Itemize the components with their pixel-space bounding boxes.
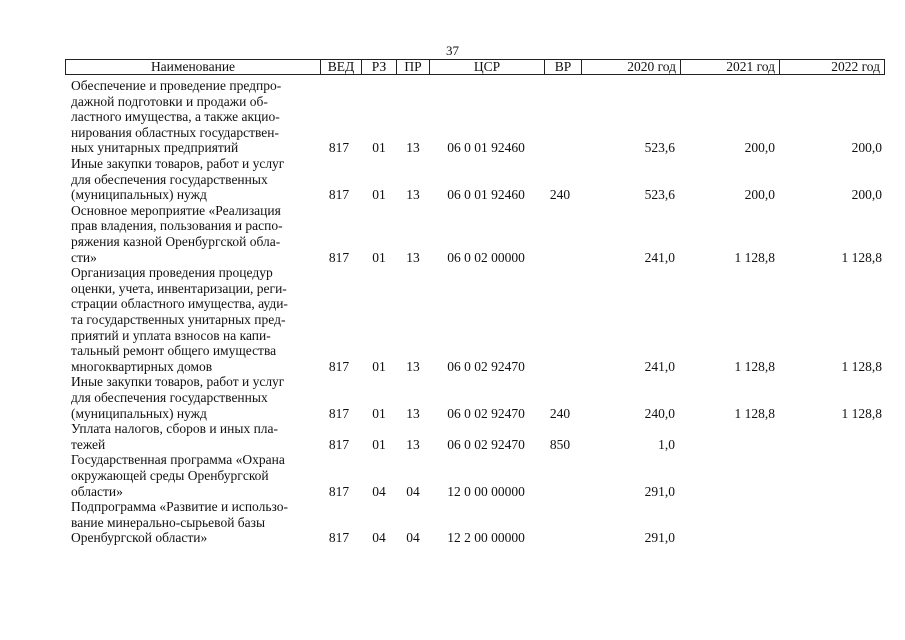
header-2022: 2022 год — [779, 60, 884, 74]
cell-2022: 200,0 — [851, 140, 882, 156]
cell-2021: 200,0 — [744, 187, 775, 203]
cell-2020: 1,0 — [658, 436, 675, 452]
cell-2020: 241,0 — [644, 358, 675, 374]
row-name-line: для обеспечения государственных — [71, 389, 268, 405]
header-name: Наименование — [150, 59, 236, 74]
cell-vr — [541, 530, 579, 546]
cell-2020: 523,6 — [644, 187, 675, 203]
cell-vr — [541, 359, 579, 375]
cell-2022: 200,0 — [851, 187, 882, 203]
cell-2022: 1 128,8 — [841, 405, 882, 421]
cell-rz: 01 — [372, 249, 386, 265]
row-name — [71, 499, 321, 546]
row-name-line: для обеспечения государственных — [71, 171, 268, 187]
table-row — [0, 452, 905, 499]
header-pr: ПР — [396, 60, 429, 74]
cell-csr: 12 0 00 00000 — [447, 483, 525, 499]
row-name-line: окружающей среды Оренбургской — [71, 467, 269, 483]
cell-pr: 13 — [406, 249, 420, 265]
cell-2021 — [680, 437, 775, 453]
header-2021: 2021 год — [680, 60, 779, 74]
cell-ved: 817 — [328, 187, 350, 203]
cell-2022: 1 128,8 — [841, 249, 882, 265]
cell-rz: 04 — [372, 483, 386, 499]
cell-pr: 13 — [406, 358, 420, 374]
table-row — [0, 156, 905, 203]
cell-pr: 13 — [406, 187, 420, 203]
row-name — [71, 265, 321, 374]
table-header — [65, 59, 885, 75]
row-name-line: ластного имущества, а также акцио- — [71, 109, 280, 125]
cell-pr: 13 — [406, 436, 420, 452]
row-name-line: прав владения, пользования и распо- — [71, 218, 283, 234]
cell-2021 — [680, 484, 775, 500]
cell-pr: 13 — [406, 405, 420, 421]
cell-rz: 01 — [372, 436, 386, 452]
header-csr: ЦСР — [429, 60, 544, 74]
row-name-line: оценки, учета, инвентаризации, реги- — [71, 280, 287, 296]
table-row — [0, 265, 905, 374]
cell-2020: 291,0 — [644, 483, 675, 499]
row-name-line: та государственных унитарных пред- — [71, 311, 286, 327]
cell-2022 — [790, 437, 882, 453]
cell-csr: 06 0 02 00000 — [447, 249, 525, 265]
table-row — [0, 78, 905, 156]
cell-rz: 01 — [372, 187, 386, 203]
table-row — [0, 374, 905, 421]
cell-2021 — [680, 530, 775, 546]
header-2020: 2020 год — [581, 60, 680, 74]
cell-csr: 12 2 00 00000 — [447, 530, 525, 546]
cell-rz: 04 — [372, 530, 386, 546]
row-name — [71, 421, 321, 452]
row-name-line: тальный ремонт общего имущества — [71, 343, 277, 359]
cell-2021: 200,0 — [744, 140, 775, 156]
cell-ved: 817 — [328, 530, 350, 546]
cell-2020: 291,0 — [644, 530, 675, 546]
row-name — [71, 452, 321, 499]
row-name-line: (муниципальных) нужд — [71, 405, 207, 421]
cell-rz: 01 — [372, 405, 386, 421]
cell-vr — [541, 484, 579, 500]
cell-pr: 04 — [406, 483, 420, 499]
header-vr: ВР — [544, 60, 581, 74]
cell-vr: 850 — [549, 436, 571, 452]
cell-pr: 13 — [406, 140, 420, 156]
row-name-line: ных унитарных предприятий — [71, 140, 239, 156]
row-name-line: страции областного имущества, ауди- — [71, 296, 288, 312]
cell-2020: 241,0 — [644, 249, 675, 265]
cell-rz: 01 — [372, 140, 386, 156]
row-name-line: сти» — [71, 249, 97, 265]
row-name-line: тежей — [71, 436, 106, 452]
cell-2020: 523,6 — [644, 140, 675, 156]
row-name — [71, 374, 321, 421]
row-name-line: Иные закупки товаров, работ и услуг — [71, 374, 285, 390]
row-name-line: дажной подготовки и продажи об- — [71, 93, 268, 109]
row-name-line: Подпрограмма «Развитие и использо- — [71, 499, 289, 515]
cell-vr — [541, 140, 579, 156]
cell-csr: 06 0 01 92460 — [447, 140, 525, 156]
cell-2021: 1 128,8 — [734, 358, 775, 374]
cell-ved: 817 — [328, 249, 350, 265]
row-name-line: Организация проведения процедур — [71, 265, 273, 281]
cell-vr — [541, 250, 579, 266]
cell-ved: 817 — [328, 436, 350, 452]
table-row — [0, 499, 905, 546]
cell-2022 — [790, 484, 882, 500]
row-name — [71, 156, 321, 203]
row-name-line: многоквартирных домов — [71, 358, 213, 374]
row-name-line: области» — [71, 483, 123, 499]
cell-pr: 04 — [406, 530, 420, 546]
cell-ved: 817 — [328, 405, 350, 421]
cell-csr: 06 0 02 92470 — [447, 405, 525, 421]
cell-ved: 817 — [328, 140, 350, 156]
row-name-line: приятий и уплата взносов на капи- — [71, 327, 271, 343]
cell-csr: 06 0 02 92470 — [447, 436, 525, 452]
cell-vr: 240 — [549, 405, 571, 421]
row-name — [71, 203, 321, 265]
cell-2022: 1 128,8 — [841, 358, 882, 374]
row-name-line: Обеспечение и проведение предпро- — [71, 78, 282, 93]
row-name-line: нирования областных государствен- — [71, 124, 280, 140]
cell-2022 — [790, 530, 882, 546]
row-name — [71, 78, 321, 156]
cell-rz: 01 — [372, 358, 386, 374]
cell-csr: 06 0 02 92470 — [447, 358, 525, 374]
header-ved: ВЕД — [320, 60, 361, 74]
cell-2021: 1 128,8 — [734, 405, 775, 421]
table-row — [0, 203, 905, 265]
header-rz: РЗ — [361, 60, 396, 74]
cell-vr: 240 — [549, 187, 571, 203]
page-number: 37 — [446, 43, 459, 58]
row-name-line: Уплата налогов, сборов и иных пла- — [71, 421, 279, 437]
table-row — [0, 421, 905, 452]
row-name-line: Государственная программа «Охрана — [71, 452, 285, 468]
row-name-line: Оренбургской области» — [71, 530, 208, 546]
cell-ved: 817 — [328, 483, 350, 499]
cell-csr: 06 0 01 92460 — [447, 187, 525, 203]
row-name-line: Иные закупки товаров, работ и услуг — [71, 156, 285, 171]
row-name-line: ряжения казной Оренбургской обла- — [71, 233, 281, 249]
row-name-line: вание минерально-сырьевой базы — [71, 514, 266, 530]
cell-2020: 240,0 — [644, 405, 675, 421]
cell-2021: 1 128,8 — [734, 249, 775, 265]
cell-ved: 817 — [328, 358, 350, 374]
row-name-line: (муниципальных) нужд — [71, 187, 207, 203]
row-name-line: Основное мероприятие «Реализация — [71, 202, 281, 218]
